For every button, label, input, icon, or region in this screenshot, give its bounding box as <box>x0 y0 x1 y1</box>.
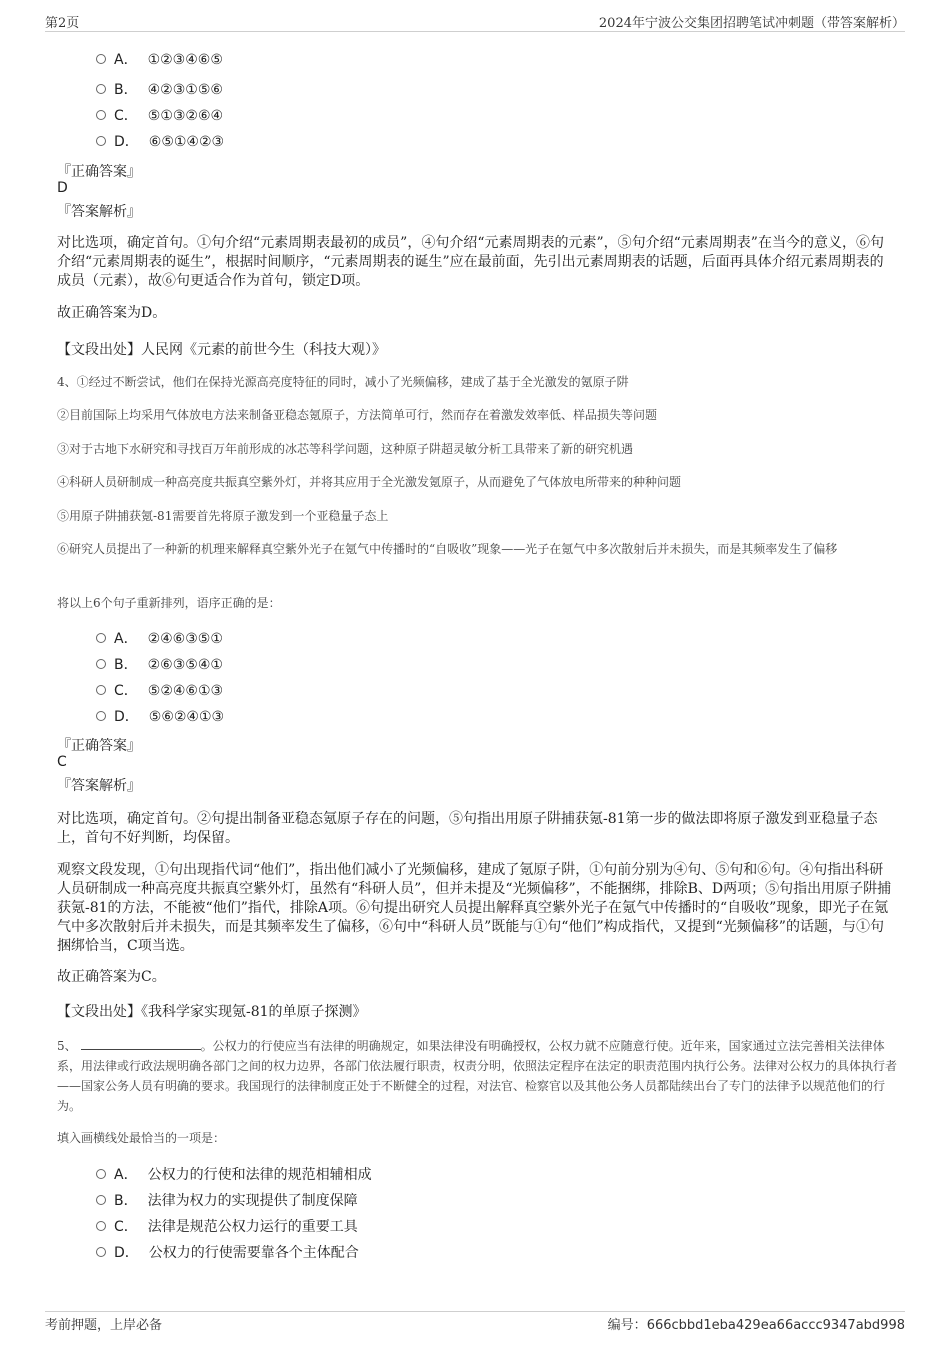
q3-option-d[interactable]: D． ⑥⑤①④②③ <box>96 132 224 152</box>
q3-answer: D <box>57 180 68 196</box>
q4-analysis-2: 观察文段发现，①句出现指代词“他们”，指出他们减小了光频偏移，建成了氪原子阱，①句前分别为④句、⑤句和⑥句。④句指出科研人员研制成一种高亮度共振真空紫外灯，虽然有“科研人员”，但并未提及“光频偏移”，不能捆绑，排除B、D两项；⑤句指出用原子阱捕获氪-81的方法，不能被“他们”指代，排除A项。⑥句提出研究人员提出解释真空紫外光子在氪气中传播时的“自吸收”现象，即光子在氪气中多次散射后并未损失，而是其频率发生了偏移，⑥句中“科研人员”既能与①句“他们”构成指代，又提到“光频偏移”的话题，与①句捆绑恰当，C项当选。 <box>57 862 892 954</box>
radio-icon[interactable] <box>96 84 106 94</box>
q4-option-b[interactable]: B． ②⑥③⑤④① <box>96 655 223 675</box>
q4-analysis-1: 对比选项，确定首句。②句提出制备亚稳态氪原子存在的问题，⑤句指出用原子阱捕获氪-81第一步的做法即将原子激发到亚稳量子态上，首句不好判断，均保留。 <box>57 811 878 846</box>
q4-sentence-4: ④科研人员研制成一种高亮度共振真空紫外灯，并将其应用于全光激发氪原子，从而避免了气体放电所带来的种种问题 <box>57 475 682 489</box>
radio-icon[interactable] <box>96 711 106 721</box>
radio-icon[interactable] <box>96 633 106 643</box>
q5-prompt: 填入画横线处最恰当的一项是： <box>57 1131 226 1145</box>
radio-icon[interactable] <box>96 1247 106 1257</box>
q4-sentence-6: ⑥研究人员提出了一种新的机理来解释真空紫外光子在氪气中传播时的“自吸收”现象——光子在氪气中多次散射后并未损失，而是其频率发生了偏移 <box>57 542 838 556</box>
page-number: 第2页 <box>45 16 80 31</box>
radio-icon[interactable] <box>96 1221 106 1231</box>
radio-icon[interactable] <box>96 110 106 120</box>
q5-option-b[interactable]: B． 法律为权力的实现提供了制度保障 <box>96 1191 358 1211</box>
q3-analysis: 对比选项，确定首句。①句介绍“元素周期表最初的成员”，④句介绍“元素周期表的元素”，⑤句介绍“元素周期表”在当今的意义，⑥句介绍“元素周期表的诞生”，根据时间顺序，“元素周期表的诞生”应在最前面，先引出元素周期表的话题，后面再具体介绍元素周期表的成员（元素），故⑥句更适合作为首句，锁定D项。 <box>57 235 884 289</box>
q4-option-c[interactable]: C． ⑤②④⑥①③ <box>96 681 223 701</box>
q4-prompt: 将以上6个句子重新排列，语序正确的是： <box>57 596 281 610</box>
radio-icon[interactable] <box>96 54 106 64</box>
q4-conclusion: 故正确答案为C。 <box>57 969 166 985</box>
footer-divider <box>45 1311 905 1312</box>
footer-code-label: 编号： <box>607 1318 647 1333</box>
q3-option-a[interactable]: A． ①②③④⑥⑤ <box>96 50 223 70</box>
q3-source: 【文段出处】人民网《元素的前世今生（科技大观）》 <box>57 342 386 358</box>
q4-sentence-1: 4、①经过不断尝试，他们在保持光源高亮度特征的同时，减小了光频偏移，建成了基于全光激发的氪原子阱 <box>57 375 629 389</box>
radio-icon[interactable] <box>96 659 106 669</box>
q4-sentence-3: ③对于古地下水研究和寻找百万年前形成的冰芯等科学问题，这种原子阱超灵敏分析工具带来了新的研究机遇 <box>57 442 634 456</box>
radio-icon[interactable] <box>96 685 106 695</box>
q3-conclusion: 故正确答案为D。 <box>57 305 167 321</box>
footer-slogan: 考前押题，上岸必备 <box>45 1318 163 1333</box>
q4-answer-label: 『正确答案』 <box>57 738 141 754</box>
q4-source: 【文段出处】《我科学家实现氪-81的单原子探测》 <box>57 1004 367 1020</box>
q3-option-b[interactable]: B． ④②③①⑤⑥ <box>96 80 223 100</box>
document-title: 2024年宁波公交集团招聘笔试冲刺题（带答案解析） <box>598 16 905 31</box>
q5-option-a[interactable]: A． 公权力的行使和法律的规范相辅相成 <box>96 1165 372 1185</box>
q5-stem-text: 。公权力的行使应当有法律的明确规定，如果法律没有明确授权，公权力就不应随意行使。近年来，国家通过立法完善相关法律体系，用法律或行政法规明确各部门之间的权力边界，各部门依法履行职责，权责分明，依照法定程序在法定的职责范围内执行公务。法律对公权力的具体执行者——国家公务人员有明确的要求。我国现行的法律制度正处于不断健全的过程，对法官、检察官以及其他公务人员都陆续出台了专门的法律予以规范他们的行为。 <box>57 1039 898 1113</box>
q5-stem <box>57 1036 902 1116</box>
q3-option-c[interactable]: C． ⑤①③②⑥④ <box>96 106 223 126</box>
radio-icon[interactable] <box>96 1195 106 1205</box>
radio-icon[interactable] <box>96 136 106 146</box>
radio-icon[interactable] <box>96 1169 106 1179</box>
q4-analysis-label: 『答案解析』 <box>57 778 141 794</box>
q3-answer-label: 『正确答案』 <box>57 164 141 180</box>
q4-option-d[interactable]: D． ⑤⑥②④①③ <box>96 707 224 727</box>
q4-answer: C <box>57 754 67 770</box>
header-divider <box>45 31 905 32</box>
q5-option-d[interactable]: D． 公权力的行使需要靠各个主体配合 <box>96 1243 359 1263</box>
q4-sentence-5: ⑤用原子阱捕获氪-81需要首先将原子激发到一个亚稳量子态上 <box>57 509 389 523</box>
q4-sentence-2: ②目前国际上均采用气体放电方法来制备亚稳态氪原子，方法简单可行，然而存在着激发效率低、样品损失等问题 <box>57 408 658 422</box>
q3-analysis-label: 『答案解析』 <box>57 204 141 220</box>
q4-option-a[interactable]: A． ②④⑥③⑤① <box>96 629 223 649</box>
q5-option-c[interactable]: C． 法律是规范公权力运行的重要工具 <box>96 1217 358 1237</box>
answer-blank <box>81 1037 201 1050</box>
footer-code <box>608 1314 905 1333</box>
footer-code-value: 666cbbd1eba429ea66accc9347abd998 <box>646 1318 905 1333</box>
q5-number: 5、 <box>57 1039 77 1053</box>
